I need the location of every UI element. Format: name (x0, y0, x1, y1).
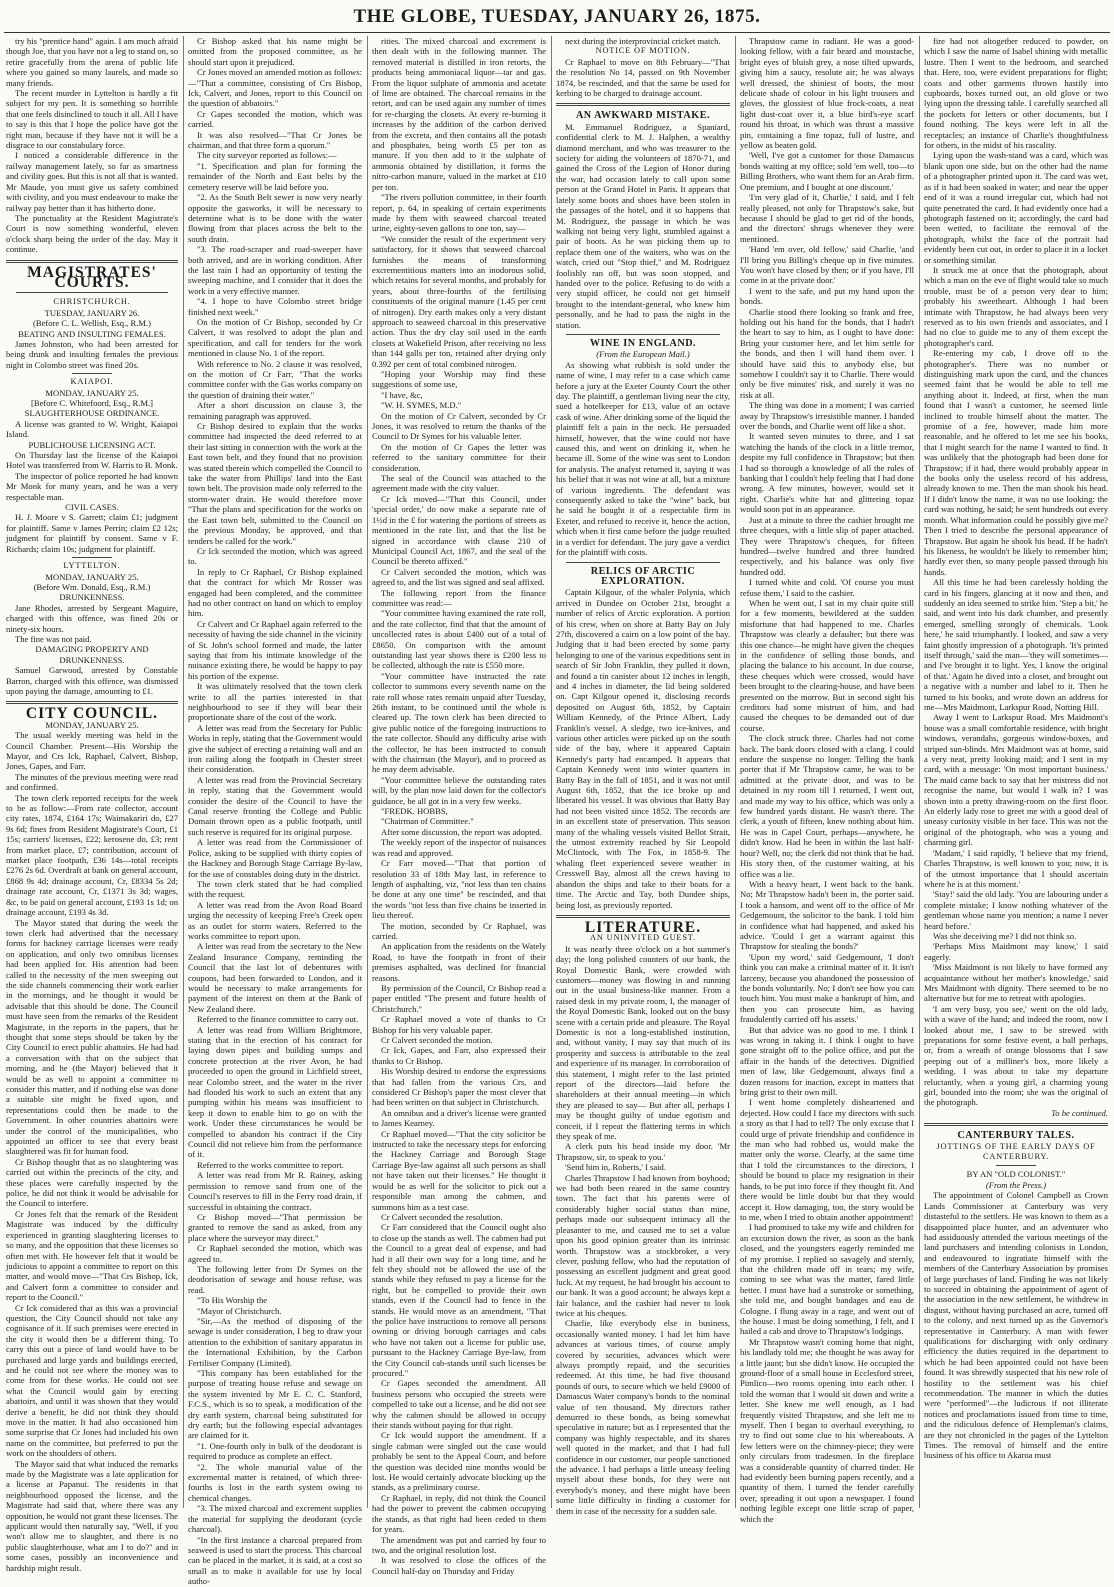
paragraph: With reference to No. 2 clause it was resolved, on the motion of Cr Farr, "That the works committee confer with the Gas works company on the question of draining their water." (188, 358, 362, 400)
paragraph: "1. Specification and plan for forming the remainder of the North and East belts by the cemetery reserve will be laid before you. (188, 160, 362, 192)
short-rule (72, 557, 112, 558)
paragraph: Cr Raphael moved—"That the city solicitor be instructed to take the necessary steps for enforcing the Hackney Carriage and Borough Stage Carriage Bye-law against all such persons as shall not have taken out their licenses." He thought it would be as well for the solicitor to pick out a responsible man among the cabmen, and summons him as a test case. (372, 1128, 546, 1212)
paragraph: A clerk puts his head inside my door. 'Mr Thrapstow, sir, to speak to you.' (556, 1141, 730, 1162)
paragraph: The Mayor said that what induced the remarks made by the Magistrate was a late application for a license at Papanui. The residents in that neighbourhood opposed the license, and the Magistrate had said that, where there was any opposition, he would not grant these licenses. The applicant would then naturally say, "Well, if you won't allow me to slaughter, and there is no public slaughterhouse, what am I to do?" and in some cases, possibly an inconvenience and hardship might result. (6, 1458, 178, 1573)
paragraph: The Mayor stated that during the week the town clerk had advertised that the necessary forms for hackney carriage licenses were ready on application, and only two omnibus licenses had been applied for. His attention had been called to the necessity of the men sweeping out the side channels commencing their work earlier in the mornings, and he thought it would be advisable that this should be done. The Council must have seen from the remarks of the Resident Magistrate, in the reports in the papers, that he thought that some steps should be taken by the City Council to erect public abattoirs. He had had a conversation with that on the subject that morning, and he (the Mayor) believed that it would be as well to appoint a committee to consider this matter, and if nothing else was done a suitable site might be fixed upon, and representations could then be made to the Government. In other countries abattoirs were under the control of the municipalities, who appointed an officer to see that every beast slaughtered was fit for human food. (6, 917, 178, 1157)
paragraph: "1. One-fourth only in bulk of the deodorant is required to produce as complete an effect. (188, 1440, 362, 1462)
paragraph: It wanted seven minutes to three, and I sat watching the hands of the clock in a little tremor, despite my full confidence in Thrapstow; but then I had so thorough a knowledge of all the rules of banking that I couldn't help feeling that I had done wrong. A few minutes, however, would set it right. Charlie's white hat and glittering topaz would soon put in an appearance. (740, 431, 914, 515)
paragraph: I went to the safe, and put my hand upon the bonds. (740, 285, 914, 307)
paragraph: 'I'm very glad of it, Charlie,' I said, and I felt really pleased, not only for Thrapstow's sake, but because I should be glad to get rid of the bonds, and the directors' shrugs whenever they were mentioned. (740, 192, 914, 244)
column-rule (735, 36, 736, 1508)
masthead-rule (4, 32, 1110, 33)
paragraph: Cr Raphael seconded the motion, which was agreed to. (188, 1243, 362, 1264)
lyttelton-heading: LYTTELTON. (63, 561, 121, 571)
paragraph: "Your committee having examined the rate roll, and the rate collector, find that that the amount of uncollected rates is about £400 out of a total of £8650. On comparison with the amount outstanding last year shows there is £200 less to be collected, although the rate is £550 more. (372, 608, 546, 671)
paragraph: After some discussion, the report was adopted. (381, 826, 542, 837)
kaiapoi-date: MONDAY, JANUARY 25. (45, 387, 139, 398)
paragraph: I turned white and cold. 'Of course you must refuse them,' I said to the cashier. (740, 577, 914, 598)
paragraph: In reply to Cr Raphael, Cr Bishop explained that the contract for which Mr Rosser was engaged had been completed, and the committee had no other contract on hand on which to employ him. (188, 566, 362, 619)
paragraph: Cr Bishop asked that his name might be omitted from the proposed committee, as he should start upon it prejudiced. (188, 36, 362, 67)
notice-heading: NOTICE OF MOTION. (595, 46, 691, 56)
paragraph: 'Madam,' I said rapidly, 'I believe that my friend, Charles Thrapstow, is well known to you; now, it is of the utmost importance that I should ascertain where he is at this moment.' (924, 847, 1108, 889)
paragraph: Charlie, like everybody else in business, occasionally wanted money. I had let him have advances at various times, of course amply covered by securities, advances which were always promptly repaid, and the securities redeemed. At this time, he had five thousand pounds of ours, to secure which we held £9000 of Damascus Water company's bonds to the nominal value of ten thousand. My directors rather demurred to these bonds, as being somewhat speculative in nature; but as I represented that the company was highly respectable, and its shares well quoted in the market, and that I had full confidence in our customer, our people sanctioned the advance. I had perhaps a little uneasy feeling myself about these bonds, for they were not everybody's money, and there might have been some little difficulty in finding a customer for them in case of the necessity for a sudden sale. (556, 1318, 730, 1516)
paragraph: The weekly report of the inspector of nuisances was read and approved. (372, 837, 546, 858)
paragraph: His Worship desired to endorse the expressions that had fallen from the various Crs, and considered Cr Bishop's paper the most clever that had been written on that subject in Christchurch. (372, 1066, 546, 1108)
lyttelton-body-3: Samuel Garwood, arrested by Constable Barron, charged with this offence, was dismissed upon paying the damage, amounting to £1. (6, 665, 178, 696)
paragraph: I went home completely disheartened and dejected. How could I face my directors with such a story as that I had to tell? The only excuse that I could urge of private friendship and confidence in the man who had robbed us, would make the matter only the worse. Clearly, at the same time that I told the circumstances to the directors, I should be bound to place my resignation in their hands, to be put into force if they thought fit. And there would be little doubt but that they would accept it. How damaging, too, the story would be to me, when I tried to obtain another appointment! (740, 1097, 914, 1222)
paragraph: Cr Ick would support the amendment. If a single cabman were singled out the case would probably be sent to the Appeal Court, and before the question was decided nine months would be lost. He would certainly advocate blocking up the stands, as a preliminary course. (372, 1430, 546, 1493)
paragraph: Cr Calvert seconded the motion, which was agreed to, and the list was signed and seal affixed. (372, 566, 546, 588)
council-date: MONDAY, JANUARY 25. (45, 719, 139, 730)
paragraph: Was she deceiving me? I did not think so. (933, 930, 1077, 941)
col1-intro (6, 36, 178, 255)
paragraph: Cr Gapes seconded the amendment. All business persons who occupied the streets were compelled to take out a license, and he did not see why the cabmen should be allowed to occupy their stands without paying for that right. (372, 1378, 546, 1431)
lyttelton-body-1: Jane Rhodes, arrested by Sergeant Maguire, charged with this offence, was fined 20s or ninety-six hours. (6, 602, 178, 634)
col4-intro (556, 36, 730, 46)
short-rule (72, 373, 112, 374)
paragraph: After a short discussion on clause 3, the remaining paragraph was approved. (188, 400, 362, 421)
section-rule (556, 103, 730, 106)
paragraph: A letter was read from the secretary to the New Zealand Insurance Company, reminding the Council that the last lot of debentures with coupons, had been forwarded to London, and it would be necessary to make arrangements for payment of the interest on them at the Bank of New Zealand there. (188, 941, 362, 1014)
paragraph: Referred to the works committee to report. (197, 1159, 344, 1170)
lyttelton-date: MONDAY, JANUARY 25. (45, 571, 139, 582)
kaiapoi-body-3: The inspector of police reported he had known Mr Monk for many years, and he was a very respectable man. (6, 470, 178, 502)
paragraph: "2. The whole manurial value of the excremental matter is retained, of which three-fourths is lost in the earth system owing to chemical changes. (188, 1461, 362, 1503)
column-3 (372, 36, 546, 1576)
paragraph: Re-entering my cab, I drove off to the photographer's. There was no number or distinguishing mark upon the card, and the chances seemed faint that he would be able to tell me anything about it. Indeed, at first, when the man found that I wasn't a customer, he seemed little inclined to trouble himself about the matter. The promise of a fee, however, made him more reasonable, and he offered to let me see his books, that I might search for the name I wanted to find. It was unlikely that the photograph had been done for Thrapstow; if it had, there would probably appear in the books only the useless record of his address, already known to me. Then the man shook his head. If I didn't know the name, it was no use looking: the card was nothing, he said; he sent hundreds out every month. What information could he possibly give me? Then I tried to describe the personal appearance of Thrapstow. But again he shook his head. If he hadn't his likeness, he wouldn't be likely to remember him; hardly ever then, so many people passed through his hands. (924, 348, 1108, 577)
paragraph: 'Perhaps Miss Maidmont may know,' I said eagerly. (924, 941, 1108, 962)
paragraph: An omnibus and a driver's license were granted to James Kearney. (372, 1107, 546, 1129)
kaiapoi-heading: KAIAPOI. (70, 377, 114, 387)
paragraph: Cr Jones felt that the remark of the Resident Magistrate was induced by the difficulty experienced in granting slaughtering licenses to so many, and the opposition that these licenses so often met with. He however felt that it would be judicious to appoint a committee to report on this matter, and would move—"That Crs Bishop, Ick, and Calvert form a committee to consider and report to the Council." (6, 1208, 178, 1303)
paragraph: "Your committee have instructed the rate collector to summons every seventh name on the rate roll whose rates remain unpaid after Tuesday, 26th instant, to be continued until the whole is cleared up. The town clerk has been directed to give public notice of the foregoing instructions to the rate collector. Should any difficulty arise with the collector, he has been instructed to consult with the chairman (the Mayor), and to proceed as he may deem advisable. (372, 670, 546, 775)
paragraph: "Mayor of Christchurch. (197, 1305, 282, 1316)
paragraph: Cr Calvert seconded the motion. (381, 1035, 493, 1045)
kaiapoi-subhead-3: CIVIL CASES. (65, 502, 119, 513)
section-rule (6, 701, 178, 704)
paragraph: "To His Worship the (197, 1295, 268, 1306)
christchurch-subhead: BEATING AND INSULTING FEMALES. (18, 328, 166, 339)
col5-body (740, 36, 914, 1524)
paragraph: When he went out, I sat in my chair quite still for a few moments, bewildered at the sudden misfortune that had happened to me. Charles Thrapstow was clearly a defaulter; but there was this one chance—he might have given the cheques in the confidence of selling those bonds, and placing the balance to his account. In due course, these cheques which were crossed, would have been brought to the clearing-house, and have been presented on the morrow. But in second sight his creditors had some mistrust of him, and had caused the cheques to be demanded out of due course. (740, 597, 914, 733)
paragraph: Thrapstow came in radiant. He was a good-looking fellow, with a fair beard and moustache, bright eyes of bluish grey, a nose tilted upwards, giving him a saucy, resolute air; he was always well dressed, the shiniest of boots, the most delicate shade of colour in his light trousers and gloves, the glossiest of blue frock-coats, a neat light dust-coat over it, a blue bird's-eye scarf round his throat, in which was thrust a massive pin, containing a fine topaz, full of lustre, and yellow as beaten gold. (740, 36, 914, 151)
col3-body (372, 36, 546, 1576)
section-rule (556, 915, 730, 918)
paragraph: On the motion of Cr Gapes the letter was referred to the sanitary committee for their consideration. (372, 441, 546, 473)
paragraph: The punctuality at the Resident Magistrate's Court is now something wonderful, eleven o'clock sharp being the order of the day. May it continue. (6, 212, 178, 255)
paragraph: Cr Jones moved an amended motion as follows:—"That a committee, consisting of Crs Bishop, Ick, Calvert, and Jones, report to this Council on the question of abbatoirs." (188, 67, 362, 109)
kaiapoi-body-2: On Thursday last the license of the Kaiapoi Hotel was transferred from W. Harris to B. Monk. (6, 450, 178, 471)
paragraph: An application from the residents on the Wately Road, to have the footpath in front of their premises asphalted, was declined for financial reasons. (372, 941, 546, 983)
paragraph: "Sir,—As the method of disposing of the sewage is under consideration, I beg to draw your attention to the exhibition of sanitary apparatus in the International Exhibition, by the Carbon Fertiliser Company (Limited). (188, 1315, 362, 1368)
wine-heading: WINE IN ENGLAND. (589, 337, 697, 349)
guest-body (556, 944, 730, 1516)
canterbury-source: (From the Press.) (985, 1179, 1047, 1190)
paragraph: "We consider the result of the experiment very satisfactory, for it shows that seaweed charcoal furnishes the means of transforming excrementitious matters into an inodorous solid, which retains for several months, and probably for years, about three-fourths of the fertilising constituents of the original manure (1.45 per cent of nitrogen). Dry earth makes only a very distant approach to seaweed charcoal in this preservative action. Thus the dry clay soil used in the earth closets at Wakefield Prison, after receiving no less than 144 galls per ton, retained after drying only 0.392 per cent of total combined nitrogen. (372, 233, 546, 369)
paragraph: Charles Thrapstow I had known from boyhood; we had both been reared in the same country town. The fact that his parents were of considerably higher social status than mine, perhaps made our subsequent intimacy all the pleasanter to me, and caused me to set a value upon his good opinion greater than its intrinsic worth. Thrapstow was a stockbroker, a very clever, pushing fellow, who had the reputation of possessing an excellent judgment and great good luck. At my request, he had brought his account to our bank. It was a good account; he always kept a fair balance, and the cashier had never to look twice at his cheques. (556, 1172, 730, 1318)
paragraph: It was also resolved—"That Cr Jones be chairman, and that three form a quorum." (188, 129, 362, 151)
paragraph: next during the interprovincial cricket match. (565, 36, 721, 46)
paragraph: 'Stay!' said the old lady. 'You are labouring under a complete mistake; I know nothing whatever of the gentleman whose name you mention; a name I never heard before.' (924, 889, 1108, 931)
paragraph: It struck me at once that the photograph, about which a man on the eve of flight would take so much trouble, must be of a person very dear to him; probably his sweetheart. Although I had been intimate with Thrapstow, he had always been very reserved as to his own friends and associates, and I had no clue to guide me to any of them except the photographer's card. (924, 264, 1108, 348)
paragraph: By permission of the Council, Cr Bishop read a paper entitled "The present and future health of Christchurch." (372, 982, 546, 1014)
paragraph: 'Hand 'em over, old fellow,' said Charlie, 'and I'll bring you Billing's cheque up in five minutes. You won't have closed by then; or if you have, I'll come in at the private door.' (740, 244, 914, 286)
paragraph: Away I went to Larkspur Road. Mrs Maidmont's house was a small comfortable residence, with bright windows, verandahs, gorgeous window-boxes, and striped sun-blinds. Mrs Maidmont was at home, said a very neat, pretty looking maid; and I sent in my card, with a message: 'On most important business.' The maid came back to say that her mistress did not recognise the name, but would I walk in? I was shown into a pretty drawing-room on the first floor. An elderly lady rose to greet me with a good deal of uneasy curiosity visible in her face. This was not the original of the photograph, who was a young and charming girl. (924, 712, 1108, 848)
lyttelton-body-2: The fine was not paid. (15, 633, 92, 644)
section-rule (924, 1123, 1108, 1126)
column-4 (556, 36, 730, 1516)
lyttelton-bench: (Before Wm. Donald, Esq., R.M.) (33, 581, 151, 592)
paragraph: The town clerk stated that he had complied with the request. (188, 878, 362, 900)
paragraph: The minutes of the previous meeting were read and confirmed. (6, 771, 178, 793)
paragraph: The appointment of Colonel Campbell as Crown Lands Commissioner at Canterbury was very distasteful to the settlers. He was known to them as a disappointed place hunter, and an adventurer who had assiduously attended the various meetings of the land purchasers and intending colonists in London, and endeavoured to ingratiate himself with the members of the Canterbury Association by promises of large purchases of land. Finding he was not likely to succeed in obtaining the appointment of agent of the association in the new settlement, he withdrew in disgust, without having purchased an acre, turned off to the colony, and next turned up as the Governor's representative in Canterbury. A man with fewer qualifications for discharging with only ordinary efficiency the duties required in the department to which he had been appointed could not have been found. It was shrewdly suspected that his new role of hostility to the settlement was his chief recommendation. The manner in which the duties were "performed"—the ludicrous if not illiterate notices and proclamations issued from time to time, and the ridiculous defence of Hempleman's claims, are they not chronicled in the pages of the Lyttelton Times. The removal of himself and the entire business of his office to Akaroa must (924, 1190, 1108, 1461)
paragraph: I noticed a considerable difference in the railway management lately, so far as smartness and civility goes. But this is not all that is wanted. Mr Maude, you must give us safety combined with civility, and you must endeavour to make the railway pay better than it has hitherto done. (6, 150, 178, 213)
wine-body (556, 360, 730, 558)
section-rule (566, 334, 720, 335)
kaiapoi-body-4: H. J. Moore v S. Garrett; claim £1; judgment for plaintiff. Same v James Perrin; claim £2 12s; judgment for plaintiff by consent. Same v F. Richards; claim 10s; judgment for plaintiff. (6, 512, 178, 554)
paragraph: The usual weekly meeting was held in the Council Chamber. Present—His Worship the Mayor, and Crs Ick, Raphael, Calvert, Bishop, Jones, Gapes, and Farr. (6, 730, 178, 772)
paragraph: The clock struck three. Charles had not come back. The bank doors closed with a clang. I could endure the suspense no longer. Telling the bank porter that if Mr Thrapstow came, he was to be admitted at the private door, and was to be detained in my room till I returned, I went out, and made my way to his office, which was only a few hundred yards distant. He wasn't there. The clerk, a youth of fifteen, knew nothing about him. He was in Capel Court, perhaps—anywhere, he didn't know. Had he been in within the last half-hour? Well, no; the clerk did not think that he had. His story then, of the customer waiting, at his office was a lie. (740, 733, 914, 879)
canterbury-subheading: JOTTINGS OF THE EARLY DAYS OF CANTERBURY. (936, 1141, 1096, 1162)
paragraph: The city surveyor reported as follows:— (197, 150, 337, 161)
column-rule (183, 36, 184, 1508)
paragraph: "4. I hope to have Colombo street bridge finished next week." (188, 296, 362, 317)
canterbury-byline: BY AN "OLD COLONIST." (966, 1169, 1066, 1180)
column-5 (740, 36, 914, 1524)
awkward-body (556, 122, 730, 330)
paragraph: The thing was done in a moment; I was carried away by Thrapstow's irresistible manner. I handed over the bonds, and Charlie went off like a shot. (740, 400, 914, 432)
paragraph: The following letter from Dr Symes on the deodorisation of sewage and house refuse, was read. (188, 1263, 362, 1295)
paragraph: 'Send him in, Roberts,' I said. (565, 1162, 666, 1173)
paragraph: Cr Raphael, in reply, did not think the Council had the power to prevent the cabmen occupying the stands, as that right had been ceded to them for years. (372, 1492, 546, 1535)
column-rule (551, 36, 552, 1508)
council-heading: CITY COUNCIL. (25, 705, 159, 723)
column-rule (919, 36, 920, 1508)
paragraph: 'Upon my word,' said Gedgemount, 'I don't think you can make a criminal matter of it. It isn't larceny, because you abandoned the possession of the bonds voluntarily. No; I don't see how you can touch him. You must make a bankrupt of him, and then you can prosecute him, as having fraudulently carried off his assets.' (740, 951, 914, 1025)
paragraph: "Your committee believe the outstanding rates will, by the plan now laid down for the collector's guidance, be all got in in a very few weeks. (372, 774, 546, 806)
awkward-heading: AN AWKWARD MISTAKE. (575, 110, 711, 122)
paragraph: Cr Ick seconded the motion, which was agreed to. (188, 545, 362, 567)
paragraph: It was resolved to close the offices of the Council half-day on Thursday and Friday (372, 1555, 546, 1576)
paragraph: As showing what rubbish is sold under the name of wine, I may refer to a case which came before a jury at the Exeter County Court the other day. The plaintiff, a gentleman living near the city, sued a hotelkeeper for £13, value of an octave cask of wine. After drinking some of the liquid the plaintiff felt a pain in the neck. He persuaded himself, however, that the wine could not have caused this, and went on drinking it, when he became ill. Some of the wine was sent to London for analysis. The analyst returned it, saying it was his belief that it was not wine at all, but a mixture of various ingredients. The defendant was consequently asked to take the "wine" back, but he said he bought it of a respectable firm in Exeter, and refused to receive it, hence the action, which when it first came before the judge resulted in a verdict for defendant. The jury gave a verdict for the plaintiff with costs. (556, 359, 730, 558)
paragraph: Cr Bishop desired to explain that the works committee had inspected the deed referred to at their last sitting in connection with the work at the East town belt, and they found that no provision was stated therein which compelled the Council to take the water from Phillips' land into the East town belt. The provision made only referred to the storm-water drain. He would therefore move "That the plans and specification for the works on the East town belt, submitted to the Council on the previous Monday, be approved, and that tenders be called for the work." (188, 421, 362, 546)
paragraph: But that advice was no good to me. I think I was wrong in taking it. I think I ought to have gone straight off to the police office, and put the affair in the hands of the detectives. Dignified men of law, like Gedgemount, always find a dozen reasons for inaction, except in matters that bring grist to their own mill. (740, 1024, 914, 1098)
paragraph: I had promised to take my wife and children for an excursion down the river, as soon as the bank closed, and the youngsters eagerly reminded me of my promise. I replied so savagely and sternly, that the children made off in tears; my wife, coming to see what was the matter, fared little better. I must have had a sunstroke or something, she told me, and bought bandages and eau de Cologne. I flung away in a rage, and went out of the house. I must be doing something, I felt, and I hailed a cab and drove to Thrapstow's lodgings. (740, 1222, 914, 1337)
column-1 (6, 36, 178, 1573)
paragraph: It was ultimately resolved that the town clerk write to all the parties interested in that neighbourhood to see if they will bear their proportionate share of the cost of the work. (188, 681, 362, 723)
paragraph: "In the first instance a charcoal prepared from seaweed is used to start the process. This charcoal can be placed in the market, it is said, at a cost so small as to make it available for use by local autho- (188, 1534, 362, 1587)
paragraph: 'Miss Maidmont is not likely to have formed any acquaintance without her mother's knowledge,' said Mrs Maidmont with dignity. There seemed to be no alternative but for me to retreat with apologies. (924, 962, 1108, 1004)
kaiapoi-bench: [Before C. Whitefoord, Esq., R.M.] (30, 398, 154, 408)
kaiapoi-subhead-1: SLAUGHTERHOUSE ORDINANCE. (24, 408, 160, 419)
magistrates-heading: MAGISTRATES' COURTS. (27, 263, 157, 291)
council-body (6, 730, 178, 1573)
paragraph: The recent murder in Lyttelton is hardly a fit subject for my pen. It is something so horrible that one feels disinclined to touch it all. All I have to say is this that I hope the police have got the right man, because if they have not it will be a disgrace to our constabulary force. (6, 88, 178, 151)
section-rule (16, 292, 168, 293)
paragraph: Cr Bishop moved—"That permission be granted to remove the sand as asked, from any place where the surveyor may direct." (188, 1211, 362, 1243)
paragraph: On the motion of Cr Bishop, seconded by Cr Calvert, it was resolved to adopt the plan and specification, and call for tenders for the work mentioned in clause No. 1 of the report. (188, 316, 362, 359)
lyttelton-subhead-2: DAMAGING PROPERTY AND DRUNKENNESS. (35, 644, 149, 665)
paragraph: "The rivers pollution committee, in their fourth report, p. 64, in speaking of certain experiments made by them with seaweed charcoal treated urine, eighty-seven gallons to one ton, say— (372, 192, 546, 234)
paragraph: "FREDK. HOBBS, (381, 806, 448, 817)
column-6 (924, 36, 1108, 1508)
christchurch-body: James Johnston, who had been arrested for being drunk and insulting females the previous night in Colombo street was fined 20s. (6, 338, 178, 370)
paragraph: "2. As the South Belt sewer is now very nearly opposite the gasworks, it will be necessary to determine what is to be done with the water flowing from that places across the belt to the south drain. (188, 192, 362, 244)
paragraph: Cr Calvert and Cr Raphael again referred to the necessity of having the side channel in the vicinity of St. John's school formed and made, the latter saying that from his intimate knowledge of the nuisance existing there, he would be happy to pay his portion of the expense. (188, 618, 362, 681)
lyttelton-subhead-1: DRUNKENNESS. (59, 592, 125, 603)
canterbury-body (924, 1190, 1108, 1461)
paragraph: Cr Gapes seconded the motion, which was carried. (188, 108, 362, 130)
paragraph: "Chairman of Committee." (381, 816, 474, 827)
literature-heading: LITERATURE. (584, 918, 702, 936)
paragraph: try his "prentice hand" again. I am much afraid though Joe, that you have not a leg to stand on, so retire gracefully from the arena of public life where you gained so many laurels, and made so many friends. (6, 36, 178, 88)
kaiapoi-body-1: A license was granted to W. Wright, Kaiapoi Island. (6, 418, 178, 440)
column-2 (188, 36, 362, 1587)
paragraph: A letter was read from the Avon Road Board urging the necessity of keeping Free's Creek open as an outlet for storm waters. Referred to the works committee to report upon. (188, 899, 362, 941)
section-rule (6, 260, 178, 263)
paragraph: Cr Raphael to move on 8th February—"That the resolution No 14, passed on 9th November 1874, be rescinded, and that the same be used for kerbing to be charged to drainage account. (556, 56, 730, 99)
column-rule (367, 36, 368, 1508)
paragraph: "3. The road-scraper and road-sweeper have both arrived, and are in working condition. After the last rain I had an opportunity of testing the sweeping machine, and I consider that it does the work in a very effective manner. (188, 244, 362, 296)
paragraph: "Hoping your Worship may find these suggestions of some use, (372, 369, 546, 390)
paragraph: fire had not altogether reduced to powder, on which I saw the name of Isabel shining with metallic lustre. Then I went to the bedroom, and searched that. Here, too, were evident preparations for flight; coats and other garments thrown hastily into cupboards, boxes turned out, an old glove or two lying upon the dressing table. I carefully searched all the pockets for letters or other documents, but I found nothing. The keys were left in all the receptacles; an instance of Charlie's thoughtfulness for others, in the midst of his rascality. (924, 36, 1108, 151)
paragraph: Captain Kilgour, of the whaler Polynia, which arrived in Dundee on October 21st, brought a number of relics of Arctic exploration. A portion of his crew, when on shore at Batty Bay on July 27th, discovered a cairn on a low point of the bay. Judging that it had been erected by some party belonging to one of the various expeditions sent in search of Sir John Franklin, they pulled it down, and found a tin canister about 12 inches in length, and 4 inches in diameter, the lid being soldered on. Capt Kilgour opened it, disclosing records deposited on August 6th, 1852, by Captain William Kennedy, of the Prince Albert, Lady Franklin's vessel. A sledge, two ice-knives, and various other articles were picked up on the south side of the bay, where it appeared Captain Kennedy's party had encamped. It appears that Captain Kennedy went into winter quarters in Batty Bay in the fall of 1851, and it was not until August 6th, 1852, that the ice broke up and liberated his vessel. It was obvious that Batty Bay had not been visited since 1852. The records are in an excellent state of preservation. This season many of the whaling vessels visited Bellot Strait, the utmost extremity reached by Sir Leopold McClintock, with The Fox, in 1858-9. The whaling fleet experienced severe weather in Cresswell Bay, almost all the crews having to abandon the ships and take to their boats for a time. The Arctic and Tay, both Dundee ships, being lost, as previously reported. (556, 587, 730, 910)
paragraph: Cr Calvert seconded the resolution. (381, 1211, 503, 1222)
paragraph: Cr Ick considered that as this was a provincial question, the City Council should not take any cognisance of it. If such premises were erected in the city it would then be a different thing. To carry this out a piece of land would have to be purchased and large yards and buildings erected, and he could not see where the money was to come from for these works. He could not see what the Council would gain by erecting abattoirs, and until it was shown that they would derive a benefit, he did not think they should move in the matter. It had also occasioned him some surprise that Cr Jones had included his own name on the committee, but preferred to put the work on the shoulders of others. (6, 1302, 178, 1459)
paragraph: Cr Ick, Gapes, and Farr, also expressed their thanks to Cr Bishop. (372, 1045, 546, 1066)
paragraph: "W. H. SYMES, M.D." (381, 400, 462, 411)
paragraph: "This company has been established for the purpose of treating house refuse and sewage on the system invented by Mr E. C. C. Stanford, F.C.S., which is so to speak, a modification of the dry earth system, charcoal being substituted for dry earth; but the following especial advantages are claimed for it. (188, 1368, 362, 1441)
paragraph: Just at a minute to three the cashier brought me three cheques, with a little slip of paper attached. They were Thrapstow's cheques, for fifteen hundred—twelve hundred and three hundred respectively, and his balance was only five hundred odd. (740, 514, 914, 577)
paragraph: A letter was read from the Secretary for Public Works in reply, stating that the Government would give the subject of erecting a retaining wall and an iron railing along the footpath in Chester street their consideration. (188, 722, 362, 775)
paragraph: All this time he had been carelessly holding the card in his fingers, glancing at it now and then, and suddenly an idea seemed to strike him. 'Step a bit,' he said, and went into his dark chamber, and presently emerged, smelling strongly of chemicals. 'Look here,' he said triumphantly. I looked, and saw a very faint ghostly impression of a photograph. 'It's printed itself through,' said the man—'they will sometimes—and I've brought it to light. Yes, I know the original of that.' Again he dived into a closet, and brought out a negative with a number and label to it. Then he turned to his books, and wrote down an address for me—Mrs Maidmont, Larkspur Road, Notting Hill. (924, 577, 1108, 712)
paragraph: rities. The mixed charcoal and excrement is then dealt with in the following manner. The removed material is distilled in iron retorts, the products being ammoniacal liquor—tar and gas. From the liquor sulphate of ammonia and acetate of lime are obtained. The charcoal remains in the retort, and can be used again any number of times for re-charging the closets. At every re-burning it increases by the addition of the carbon derived from the excreta, and then contains all the potash and phosphates, being worth £5 per ton as manure. If you then add to it the sulphate of ammonia obtained by distillation, it forms the nitro-carbon manure, valued in the market at £10 per ton. (372, 36, 546, 192)
paragraph: 'Well, I've got a customer for those Damascus bonds waiting at my office; sold 'em well, too—to Billing Brothers, who want them for an Arab firm. One premium, and I bought at one discount.' (740, 150, 914, 192)
paragraph: Cr Farr moved—"That that portion of resolution 33 of 18th May last, in reference to length of asphalting, viz, "not less than ten chains be done at any one time" be rescinded, and that the words "not less than five chains be inserted in lieu thereof. (372, 858, 546, 921)
paragraph: Mr Thrapstow wasn't coming home that night, his landlady told me; she thought he was away for a little jaunt; but she didn't know. He occupied the ground-floor of a small house in Ecclesford street, Pimlico—two rooms opening into each other. I told the woman that I would sit down and write a letter. She knew me well enough, as I had frequently visited Thrapstow, and she left me to myself. Then I began to overhaul everything, to try to find out some clue to his whereabouts. A few letters were on the chimney-piece; they were only circulars from tradesmen. In the fireplace was a considerable quantity of charred tinder. He had evidently been burning papers recently, and a quantity of them. I turned the fender carefully over, spreading it out upon a newspaper. I found nothing legible except one little scrap of paper, which the (740, 1336, 914, 1524)
continued-note: To be continued. (1051, 1107, 1108, 1118)
paragraph: "I have, &c, (381, 389, 423, 400)
col6-body (924, 36, 1108, 1108)
col2-body (188, 36, 362, 1587)
paragraph: The following report from the finance committee was read:— (372, 587, 546, 608)
paragraph: M. Emmanuel Rodriguez, a Spaniard, confidential clerk to M. J. Halphen, a wealthy diamond merchant, and who was treasurer to the society for aiding the volunteers of 1870-71, and gained the Cross of the Legion of Honor during the war, had occasion lately to call upon some person at the Grand Hotel in Paris. It appears that lately some boots and shoes have been stolen in the passages of the hotel, and it so happens that M. Rodriguez, the passage in which he was walking not being very light, stumbled against a pair of boots. As he was picking them up to replace them one of the waiters, who was on the watch, cried out "Stop thief," and M. Rodriguez foolishly ran off, but was soon stopped, and handed over to the police. Refusing to do with a very stupid officer, he could not get himself brought to the intendant-general, who knew him personally, and he had to pass the night in the station. (556, 121, 730, 330)
kaiapoi-subhead-2: PUBLICHOUSE LICENSING ACT. (28, 439, 156, 450)
christchurch-heading: CHRISTCHURCH. (53, 297, 131, 307)
paragraph: Referred to the finance committee to carry out. (197, 1014, 359, 1025)
paragraph: Cr Raphael moved a vote of thanks to Cr Bishop for his very valuable paper. (372, 1014, 546, 1035)
notice-body (556, 57, 730, 99)
section-rule (566, 562, 720, 563)
paragraph: The amendment was put and carried by four to two, and the original resolution lost. (372, 1534, 546, 1555)
paragraph: The town clerk reported receipts for the week to be as follow:—From rate collector, account city rates, 1874, £164 17s; Waimakariri do, £27 9s 6d; fines from Resident Magistrate's Court, £1 15s; carriers' licenses, £22; kerosene do, £3; rent from market place, £7; contribution, account of market place footpath, £36 14s—total receipts £276 2s 6d. Overdraft at bank on general account, £868 9s 4d; drainage account, Cr, £8334 5s 2d; drainage rate account, Cr, £1371 3s 3d; wages, &c, to be paid on general account, £193 1s 1d; on drainage account, £193 4s 3d. (6, 792, 178, 918)
paragraph: A letter was read from William Brightmore, stating that in the erection of his contract for laying down pipes and building sumps and concrete protection at the river Avon, he had proceeded to open the ground in Lichfield street, near Colombo street, and the water in the river had flooded his work to such an extent that any pumping within his means was insufficient to keep it down to enable him to go on with the work. Under these circumstances he would be compelled to abandon his contract if the City Council did not relieve him from the performance of it. (188, 1024, 362, 1160)
paragraph: On the motion of Cr Calvert, seconded by Cr Jones, it was resolved to return the thanks of the Council to Dr Symes for his valuable letter. (372, 410, 546, 442)
paragraph: Cr Bishop thought that as no slaughtering was carried out within the precincts of the city, and these places were carefully inspected by the police, he did not think it would be advisable for the Council to interfere. (6, 1156, 178, 1209)
short-rule (996, 1165, 1036, 1166)
relics-body (556, 587, 730, 910)
paragraph: Charlie stood there looking so frank and free, holding out his hand for the bonds, that I hadn't the heart to say to him, as I ought to have done: Bring your customer here, and let him settle for the bonds, and then I will hand them over. I should have said this to anybody else, but somehow I couldn't say it to Charlie. There would only be five minutes' risk, and surely it was no risk at all. (740, 306, 914, 400)
paragraph: "3. The mixed charcoal and excrement supplies the material for supplying the deodorant (cycle charcoal). (188, 1503, 362, 1535)
paragraph: Lying upon the wash-stand was a card, which was blank upon one side, but on the other had the name of a photographer printed upon it. The card was wet, as if it had been soaked in water; and near the upper end of it was a round irregular cut, which had not quite penetrated the card. It had evidently once had a photograph fastened on it; accordingly, the card had been wetted, to facilitate the removal of the photograph, whilst the face of the portrait had evidently been cut out, in order to place it in a locket or something similar. (924, 150, 1108, 265)
paragraph: 'I am very busy, you see,' went on the old lady, with a wave of the hand; and indeed the room, now I looked about me, I saw to be strewed with preparations for some festive event, a ball perhaps, or, from a wreath of orange blossoms that I saw peeping out of a milliner's box, more likely a wedding. I was about to take my departure reluctantly, when a young girl, a charming young girl, bounded into the room; she was the original of the photograph. (924, 1003, 1108, 1108)
paragraph: A letter was read from the Commissioner of Police, asking to be supplied with thirty copies of the Hackney and Borough Stage Carriage By-law, for the use of constables doing duty in the district. (188, 837, 362, 879)
relics-heading: RELICS OF ARCTIC EXPLORATION. (590, 565, 696, 587)
guest-heading: AN UNINVITED GUEST. (590, 933, 696, 943)
paragraph: A letter was read from the Provincial Secretary in reply, stating that the Government would consider the desire of the Council to have the Canal reserve fronting the College and Public Domain thrown open as a public footpath, until such reserve is required for its original purpose. (188, 774, 362, 837)
christchurch-date: TUESDAY, JANUARY 26. (44, 307, 140, 318)
christchurch-bench: (Before C. L. Wellish, Esq., R.M.) (32, 318, 152, 329)
paragraph: Cr Farr considered that the Council ought also to close up the stands as well. The cabmen had put the Council to a great deal of expense, and had had it all their own way for a long time, and he felt they should not be allowed the use of the stands while they refused to pay a license for the right, but be compelled to provide their own stands, even if the Council had to fence in the stands. He would move as an amendment, "That the police have instructions to remove all persons owning or driving borough carriages and cabs who have not taken out a license for public use, pursuant to the Hackney Carriage Bye-law, from the City Council cab-stands until such licenses be procured." (372, 1222, 546, 1378)
paragraph: Cr Ick moved—"That this Council, under 'special order,' do now make a separate rate of 1½d in the £ for watering the portions of streets as mentioned in the rate list, and that the list be signed in accordance with clause 210 of Municipal Council Act, 1867, and the seal of the Council be thereto affixed." (372, 493, 546, 567)
paragraph: The motion, seconded by Cr Raphael, was carried. (372, 920, 546, 941)
masthead: THE GLOBE, TUESDAY, JANUARY 26, 1875. (353, 6, 761, 27)
paragraph: With a heavy heart, I went back to the bank. No; Mr Thrapstow hadn't been in, the porter said. I took a hansom, and went off to the office of Mr Gedgemount, the solicitor to the bank. I told him in confidence what had happened, and asked his advice. 'Could I get a warrant against this Thrapstow for stealing the bonds?' (740, 878, 914, 952)
canterbury-heading: CANTERBURY TALES. (957, 1130, 1075, 1142)
paragraph: A letter was read from Mr R. Rainey, asking permission to remove sand from one of the Council's reserves to fill in the Ferry road drain, if successful in obtaining the contract. (188, 1170, 362, 1212)
paragraph: It was nearly three o'clock on a hot summer's day; the long polished counters of our bank, the Royal Domestic Bank, were crowded with customers—money was flowing in and running out in the usual business-like manner. From a raised desk in my private room, I, the manager of the Royal Domestic Bank, looked out on the busy scene with a certain pride and pleasure. The Royal Domestic is not a long-established institution, and, without vanity, I may say that much of its prosperity and success is attributable to the zeal and experience of its manager. In corroboration of this statement, I might refer to the last printed report of the directors—laid before the shareholders at their annual meeting—in which they are pleased to say— But after all, perhaps I may be thought guilty of undue egotism and conceit, if I repeat the flattering terms in which they speak of me. (556, 943, 730, 1142)
wine-source: (From the European Mail.) (596, 349, 690, 360)
paragraph: The seal of the Council was attached to the agreement made with the city valuer. (372, 473, 546, 494)
